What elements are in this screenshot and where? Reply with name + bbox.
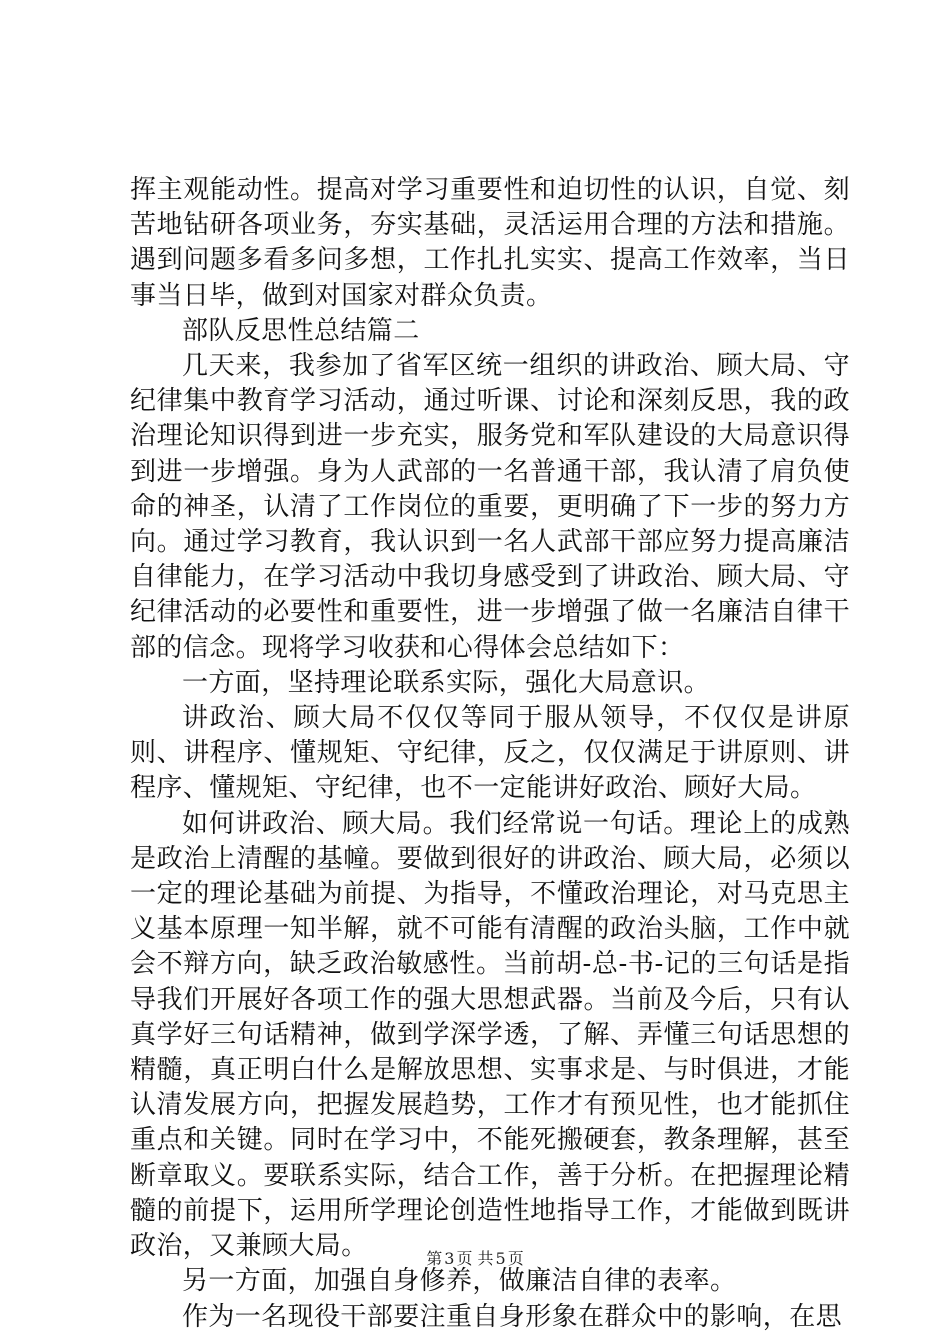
- paragraph: 作为一名现役干部要注重自身形象在群众中的影响，在思: [182, 1301, 843, 1332]
- total-pages-number: 5: [495, 1249, 506, 1268]
- paragraph: 如何讲政治、顾大局。我们经常说一句话。理论上的成熟是政治上清醒的基幢。要做到很好的讲政治、顾大局，必须以一定的理论基础为前提、为指导，不懂政治理论，对马克思主义基本原理一知半解，就不可能有清醒的政治头脑，工作中就会不辩方向，缺乏政治敏感性。当前胡-总-书-记的三句话是指导我们开展好各项工作的强大思想武器。当前及今后，只有认真学好三句话精神，做到学深学透，了解、弄懂三句话思想的精髓，真正明白什么是解放思想、实事求是、与时俱进，才能认清发展方向，把握发展趋势，工作才有预见性，也才能抓住重点和关键。同时在学习中，不能死搬硬套，教条理解，甚至断章取义。要联系实际，结合工作，善于分析。在把握理论精髓的前提下，运用所学理论创造性地指导工作，才能做到既讲政治，又兼顾大局。: [130, 808, 850, 1262]
- section-heading: 部队反思性总结篇二: [182, 315, 420, 346]
- page-label-mid: 页 共: [456, 1249, 494, 1268]
- paragraph-continued: 挥主观能动性。提高对学习重要性和迫切性的认识，自觉、刻苦地钻研各项业务，夯实基础，灵活运用合理的方法和措施。遇到问题多看多问多想，工作扎扎实实、提高工作效率，当日事当日毕，做到对国家对群众负责。: [130, 175, 850, 311]
- paragraph: 一方面，坚持理论联系实际，强化大局意识。: [182, 667, 711, 698]
- paragraph: 另一方面，加强自身修养，做廉洁自律的表率。: [182, 1266, 737, 1297]
- paragraph: 讲政治、顾大局不仅仅等同于服从领导，不仅仅是讲原则、讲程序、懂规矩、守纪律，反之，仅仅满足于讲原则、讲程序、懂规矩、守纪律，也不一定能讲好政治、顾好大局。: [130, 703, 850, 804]
- current-page-number: 3: [444, 1249, 455, 1268]
- page-label-suffix: 页: [507, 1249, 524, 1268]
- document-body: [130, 173, 850, 1335]
- page-label-prefix: 第: [426, 1249, 443, 1268]
- paragraph: 几天来，我参加了省军区统一组织的讲政治、顾大局、守纪律集中教育学习活动，通过听课、讨论和深刻反思，我的政治理论知识得到进一步充实，服务党和军队建设的大局意识得到进一步增强。身为人武部的一名普通干部，我认清了肩负使命的神圣，认清了工作岗位的重要，更明确了下一步的努力方向。通过学习教育，我认识到一名人武部干部应努力提高廉洁自律能力，在学习活动中我切身感受到了讲政治、顾大局、守纪律活动的必要性和重要性，进一步增强了做一名廉洁自律干部的信念。现将学习收获和心得体会总结如下：: [130, 351, 850, 663]
- page-footer: [0, 1246, 950, 1269]
